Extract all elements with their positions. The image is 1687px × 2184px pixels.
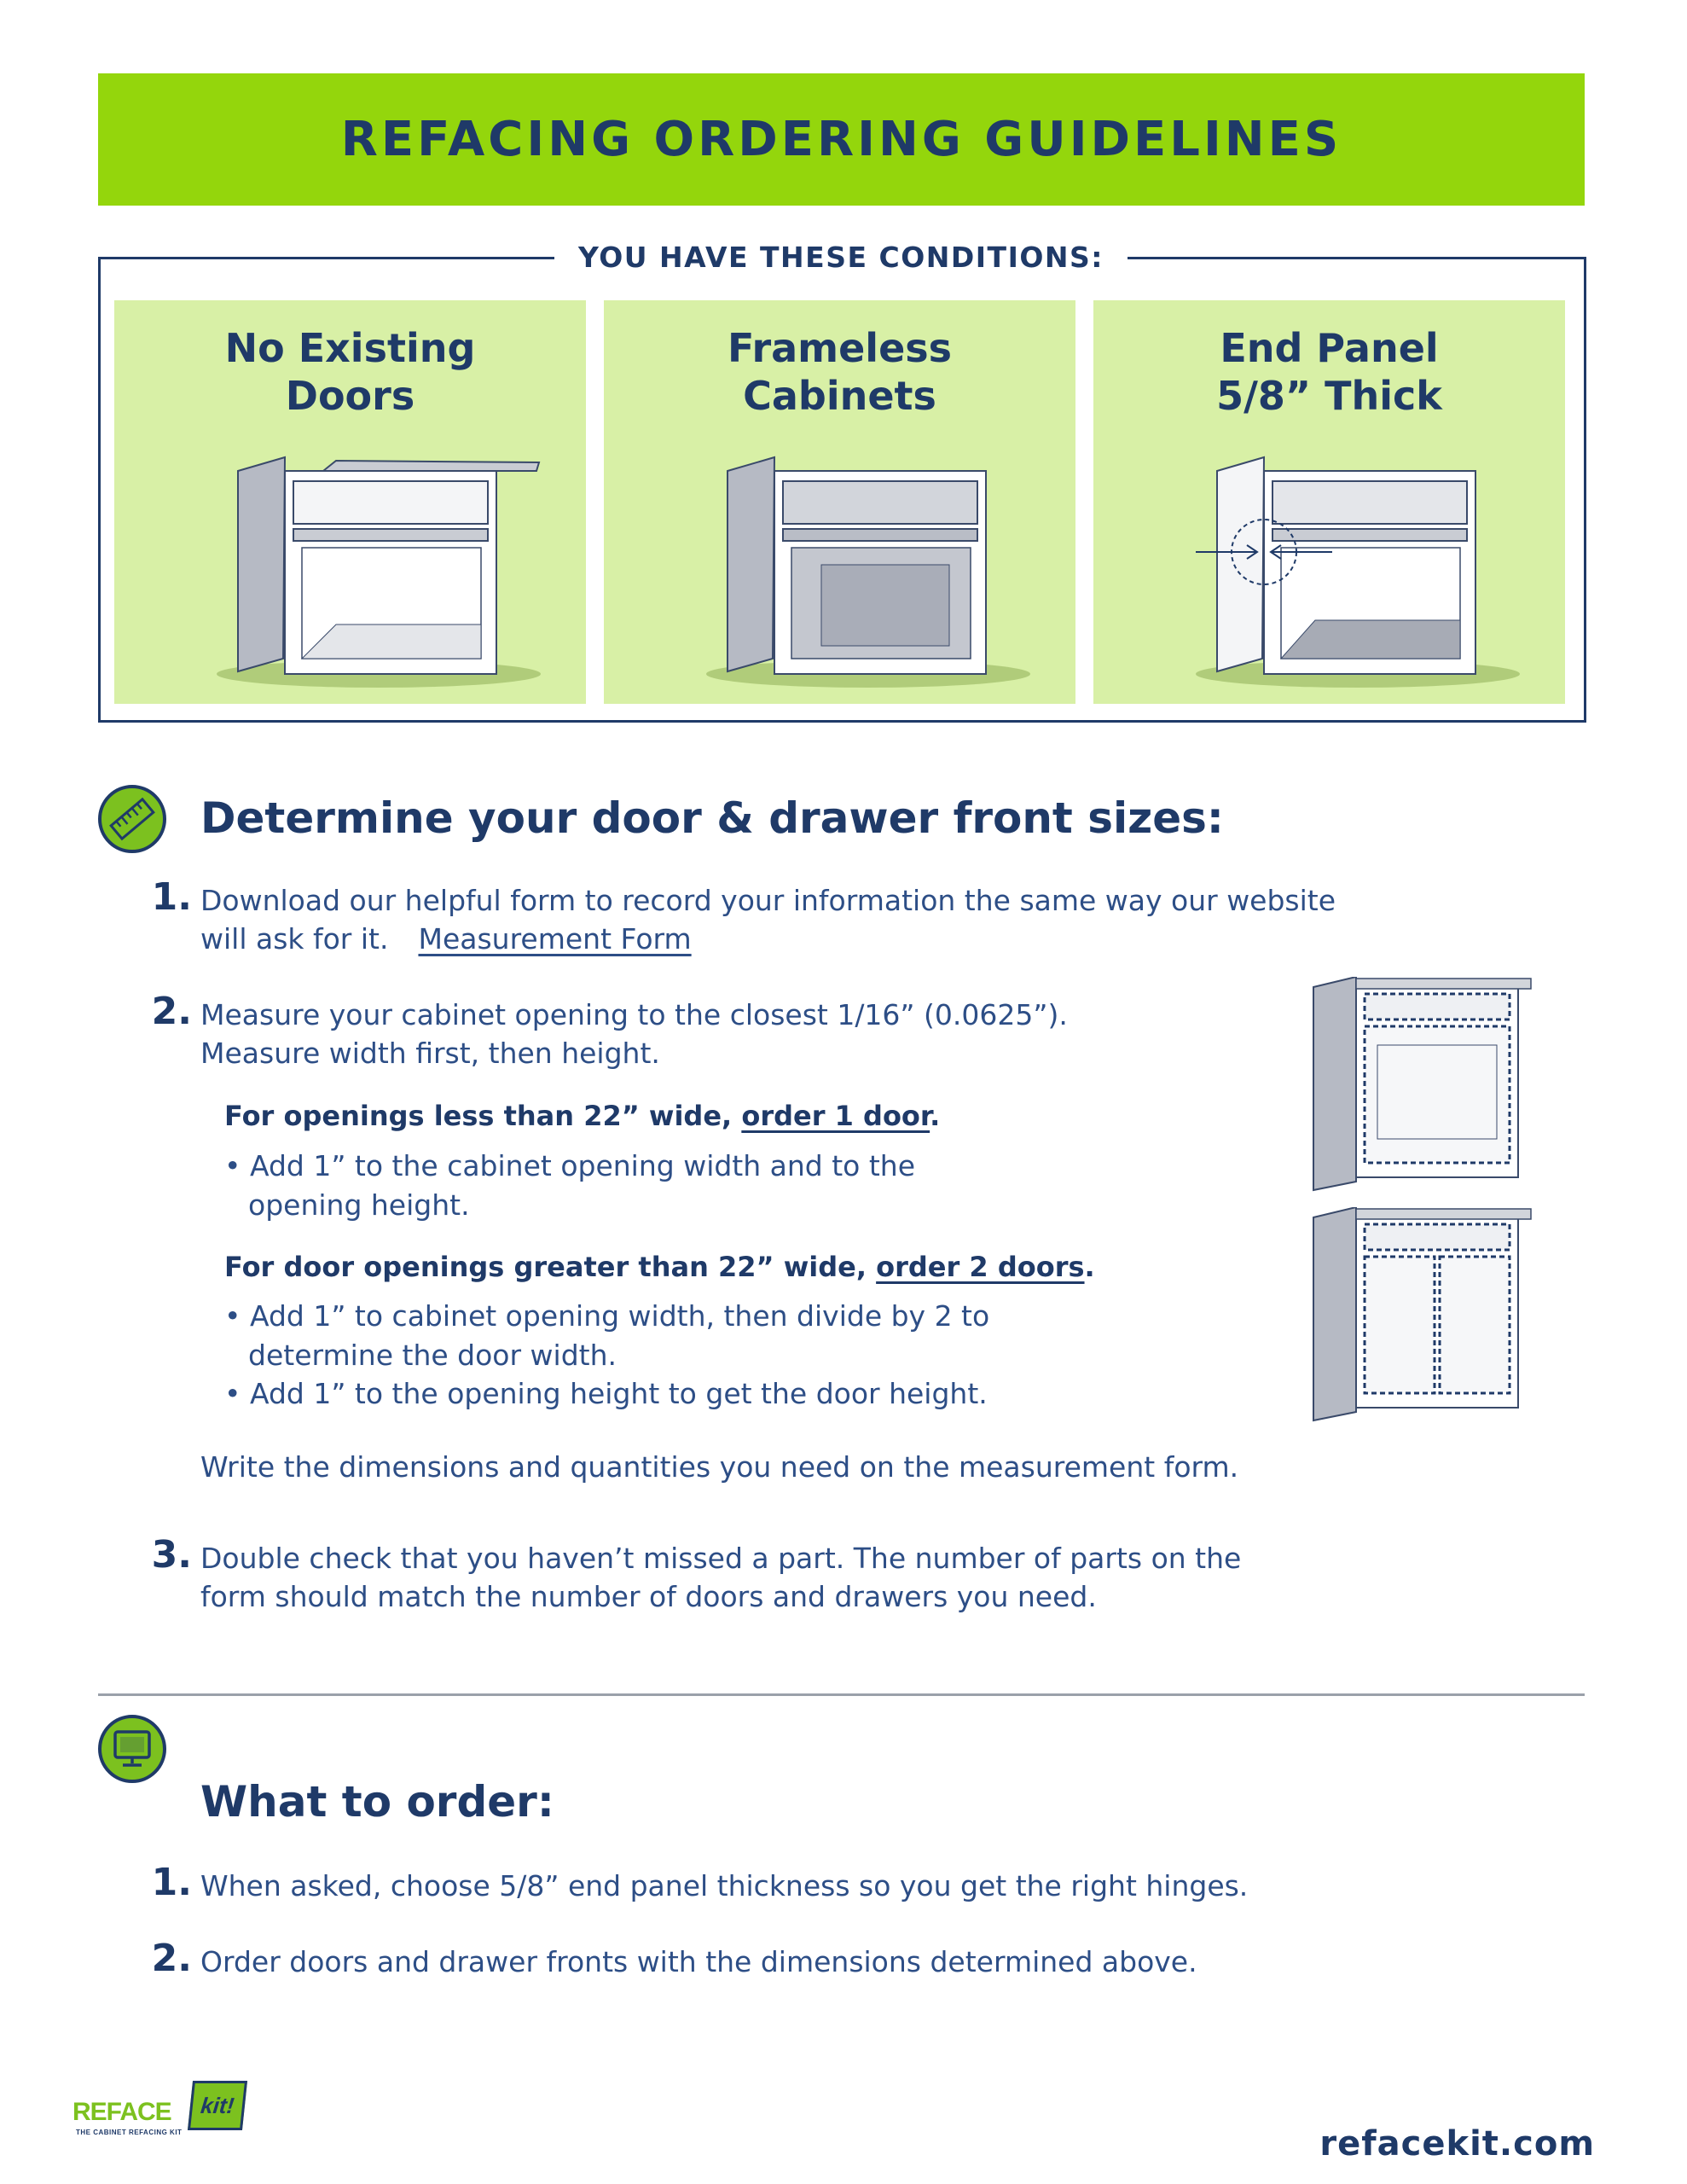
punctuation: . [1084, 1251, 1095, 1283]
step2-line1: Measure your cabinet opening to the closest 1/16” (0.0625”). [200, 998, 1068, 1031]
order-step1-text: When asked, choose 5/8” end panel thickness so you get the right hinges. [200, 1869, 1249, 1902]
bullet-item: • Add 1” to the opening height to get the door height. [224, 1377, 988, 1410]
condition-card-no-doors [114, 300, 586, 704]
website-link[interactable]: refacekit.com [1319, 2124, 1595, 2164]
step-number: 2. [151, 1937, 192, 1980]
step2-note: Write the dimensions and quantities you need on the measurement form. [200, 1450, 1239, 1484]
single-door-diagram [1305, 977, 1535, 1199]
punctuation: . [930, 1100, 941, 1132]
bullet-item: • Add 1” to cabinet opening width, then divide by 2 to determine the door width. [224, 1299, 990, 1372]
page-title: REFACING ORDERING GUIDELINES [340, 112, 1342, 167]
bullet-text: Add 1” to the opening height to get the door height. [249, 1377, 988, 1410]
section-divider [98, 1693, 1585, 1696]
two-doors-subheading [224, 1251, 1095, 1283]
ruler-icon [98, 785, 166, 853]
refacekit-logo [72, 2076, 260, 2144]
header-banner [98, 73, 1585, 206]
step3-line1: Double check that you haven’t missed a part. The number of parts on the [200, 1542, 1242, 1575]
bullet-item: • Add 1” to the cabinet opening width and to the opening height. [224, 1149, 915, 1222]
measurement-form-link[interactable]: Measurement Form [418, 922, 692, 956]
two-doors-subheading-text: For door openings greater than 22” wide, [224, 1251, 867, 1283]
bullet-text: Add 1” to cabinet opening width, then divide by 2 to determine the door width. [248, 1299, 990, 1372]
monitor-icon [98, 1715, 166, 1783]
open-cabinet-illustration [165, 437, 558, 693]
section-heading-sizes: Determine your door & drawer front sizes: [200, 793, 1224, 843]
order-one-door-link[interactable]: order 1 door [741, 1100, 930, 1132]
step1-line2-wrap [200, 920, 692, 959]
step-number: 2. [151, 990, 192, 1033]
step-number: 1. [151, 875, 192, 919]
step-number: 3. [151, 1533, 192, 1577]
conditions-title: YOU HAVE THESE CONDITIONS: [554, 239, 1128, 276]
logo-badge: kit! [188, 2081, 247, 2130]
one-door-subheading-text: For openings less than 22” wide, [224, 1100, 733, 1132]
step1-line1: Download our helpful form to record your information the same way our website [200, 884, 1336, 917]
logo-tagline: THE CABINET REFACING KIT [76, 2129, 183, 2136]
step3-line2: form should match the number of doors and drawers you need. [200, 1580, 1097, 1613]
order-step2-text: Order doors and drawer fronts with the dimensions determined above. [200, 1945, 1197, 1978]
frameless-cabinet-illustration [655, 437, 1047, 693]
step2-line2: Measure width first, then height. [200, 1037, 660, 1070]
condition-card-title: End Panel 5/8” Thick [1216, 325, 1442, 419]
bullet-text: Add 1” to the cabinet opening width and to the opening height. [248, 1149, 915, 1222]
step1-line2: will ask for it. [200, 922, 389, 956]
one-door-subheading [224, 1100, 940, 1132]
section-heading-order: What to order: [200, 1777, 554, 1827]
end-panel-cabinet-illustration [1145, 437, 1537, 693]
condition-card-title: Frameless Cabinets [727, 325, 953, 419]
condition-card-frameless [604, 300, 1075, 704]
step-number: 1. [151, 1861, 192, 1904]
logo-word: REFACE [72, 2098, 171, 2126]
double-door-diagram [1305, 1207, 1535, 1429]
condition-card-end-panel [1093, 300, 1565, 704]
condition-card-title: No Existing Doors [224, 325, 476, 419]
order-two-doors-link[interactable]: order 2 doors [876, 1251, 1085, 1283]
